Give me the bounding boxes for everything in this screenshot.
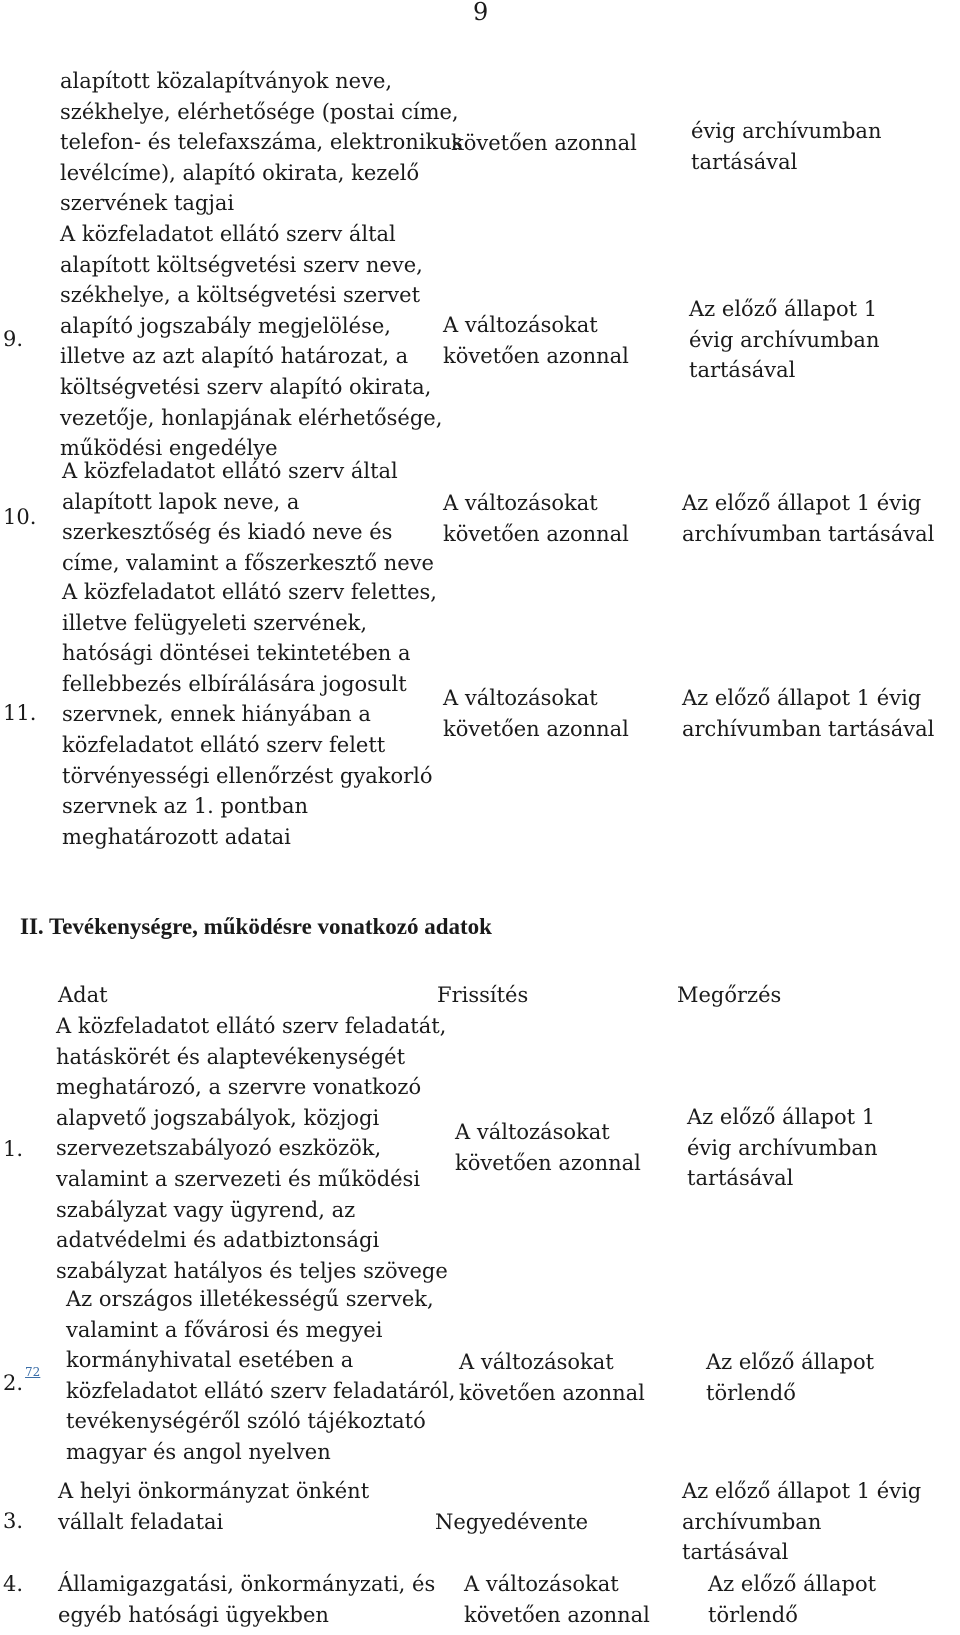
s2-row3-megorzes: Az előző állapot törlendő xyxy=(708,1572,877,1627)
s2-row2-num: 3. xyxy=(3,1509,24,1533)
s1-row1-megorzes: Az előző állapot 1 évig archívumban tartásával xyxy=(689,297,880,383)
s1-row1-frissites: A változásokat követően azonnal xyxy=(443,313,629,368)
s1-row3-megorzes: Az előző állapot 1 évig archívumban tartásával xyxy=(682,686,935,741)
s2-row1-adat: Az országos illetékességű szervek, valamint a fővárosi és megyei kormányhivatal esetében a közfeladatot ellátó szerv feladatáról, tevékenységéről szóló tájékoztató magyar és angol nyelven xyxy=(66,1287,456,1464)
s1-row3-adat: A közfeladatot ellátó szerv felettes, illetve felügyeleti szervének, hatósági döntései tekintetében a fellebbezés elbírálására jogosult szervnek, ennek hiányában a közfeladatot ellátó szerv felett törvényességi ellenőrzést gyakorló szervnek az 1. pontban meghatározott adatai xyxy=(62,580,437,849)
s1-row1-num: 9. xyxy=(3,327,24,351)
s2-row0-adat: A közfeladatot ellátó szerv feladatát, hatáskörét és alaptevékenységét meghatározó, a szervre vonatkozó alapvető jogszabályok, közjogi szervezetszabályozó eszközök, valamint a szervezeti és működési szabályzat vagy ügyrend, az adatvédelmi és adatbiztonsági szabályzat hatályos és teljes szövege xyxy=(56,1014,448,1283)
s1-row0-megorzes: évig archívumban tartásával xyxy=(691,119,882,174)
s2-row2-frissites: Negyedévente xyxy=(435,1510,589,1534)
s2-row0-num: 1. xyxy=(3,1137,24,1161)
s1-row1-adat: A közfeladatot ellátó szerv által alapított költségvetési szerv neve, székhelye, a költségvetési szervet alapító jogszabály megjelölése, illetve az azt alapító határozat, a költségvetési szerv alapító okirata, vezetője, honlapjának elérhetősége, működési engedélye xyxy=(60,222,443,461)
s2-row1-num xyxy=(3,1365,40,1395)
s1-row2-num: 10. xyxy=(3,505,37,529)
s2-row0-frissites: A változásokat követően azonnal xyxy=(455,1120,641,1175)
s2-row2-adat: A helyi önkormányzat önként vállalt feladatai xyxy=(58,1479,370,1534)
s1-row3-num: 11. xyxy=(3,701,37,725)
s2-row1-frissites: A változásokat követően azonnal xyxy=(459,1350,645,1405)
s1-row2-frissites: A változásokat követően azonnal xyxy=(443,491,629,546)
s1-row0-adat: alapított közalapítványok neve, székhelye, elérhetősége (postai címe, telefon- és telefaxszáma, elektronikus levélcíme), alapító okirata, kezelő szervének tagjai xyxy=(60,69,463,216)
s2-row3-adat: Államigazgatási, önkormányzati, és egyéb hatósági ügyekben xyxy=(58,1572,436,1627)
s2-row1-megorzes: Az előző állapot törlendő xyxy=(706,1350,875,1405)
footnote-link[interactable]: 72 xyxy=(25,1365,41,1379)
col-header-megorzes: Megőrzés xyxy=(677,983,782,1007)
s2-row1-num-text: 2. xyxy=(3,1371,24,1395)
section2-heading: II. Tevékenységre, működésre vonatkozó adatok xyxy=(20,914,492,939)
col-header-frissites: Frissítés xyxy=(437,983,529,1007)
col-header-adat: Adat xyxy=(58,983,108,1007)
s1-row0-frissites: követően azonnal xyxy=(451,131,637,155)
s1-row3-frissites: A változásokat követően azonnal xyxy=(443,686,629,741)
s2-row0-megorzes: Az előző állapot 1 évig archívumban tartásával xyxy=(687,1105,878,1191)
s2-row3-num: 4. xyxy=(3,1572,24,1596)
page-number: 9 xyxy=(473,0,489,26)
s1-row2-adat: A közfeladatot ellátó szerv által alapított lapok neve, a szerkesztőség és kiadó neve és címe, valamint a főszerkesztő neve xyxy=(62,459,434,575)
s1-row2-megorzes: Az előző állapot 1 évig archívumban tartásával xyxy=(682,491,935,546)
s2-row2-megorzes: Az előző állapot 1 évig archívumban tartásával xyxy=(682,1479,922,1565)
s2-row3-frissites: A változásokat követően azonnal xyxy=(464,1572,650,1627)
